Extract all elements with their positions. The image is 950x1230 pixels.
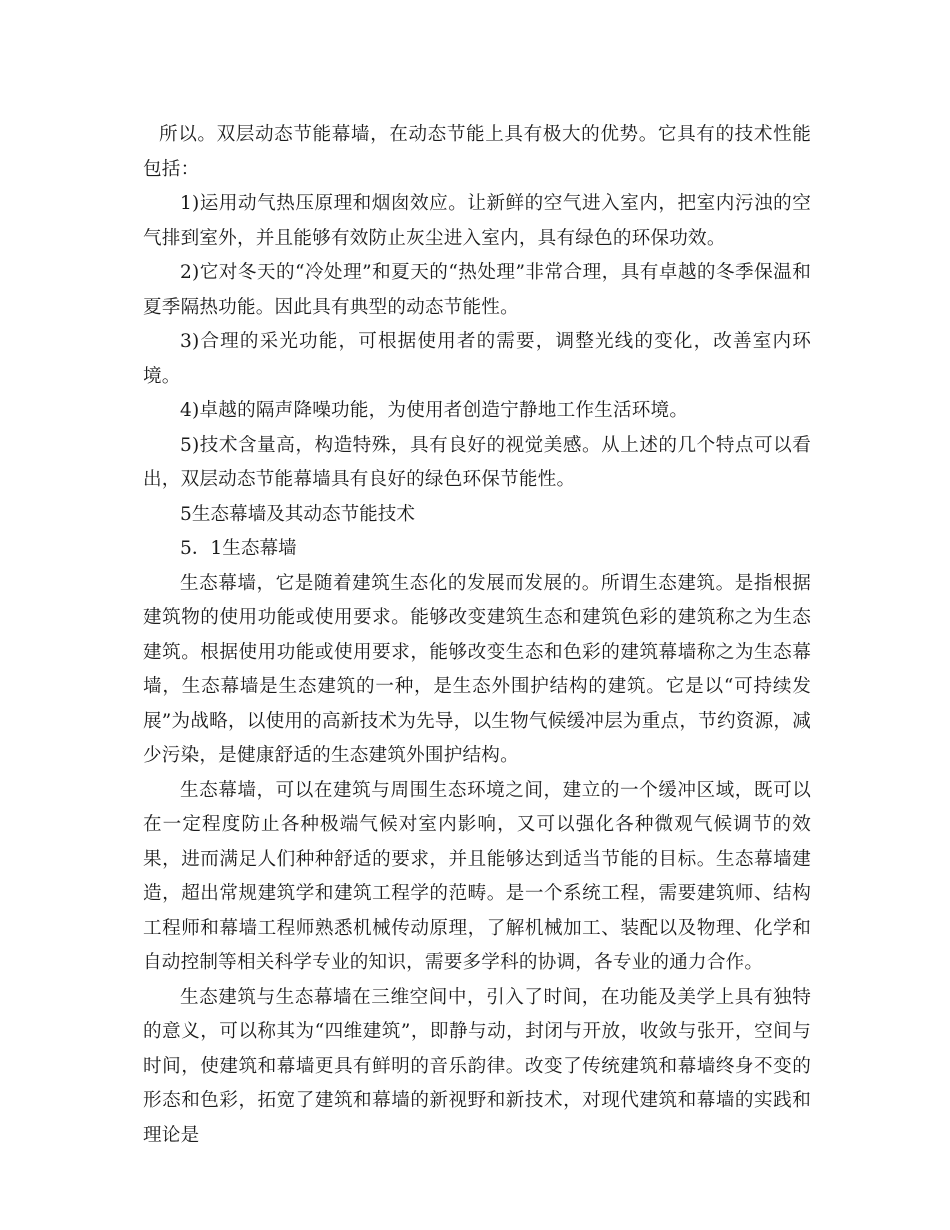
section-heading: 5生态幕墙及其动态节能技术 [180,503,415,525]
paragraph-item-1: 1)运用动气热压原理和烟囱效应。让新鲜的空气进入室内，把室内污浊的空气排到室外，并且能够有效防止灰尘进入室内，具有绿色的环保功效。 [143,193,811,249]
paragraph-eco-definition: 生态幕墙，它是随着建筑生态化的发展而发展的。所谓生态建筑。是指根据建筑物的使用功能或使用要求。能够改变建筑生态和建筑色彩的建筑称之为生态建筑。根据使用功能或使用要求，能够改变生态和色彩的建筑幕墙称之为生态幕墙，生态幕墙是生态建筑的一种，是生态外围护结构的建筑。它是以“可持续发展”为战略，以使用的高新技术为先导，以生物气候缓冲层为重点，节约资源，减少污染，是健康舒适的生态建筑外围护结构。 [143,572,811,766]
paragraph-item-2: 2)它对冬天的“冷处理”和夏天的“热处理”非常合理，具有卓越的冬季保温和夏季隔热功能。因此具有典型的动态节能性。 [143,262,811,318]
subsection-heading: 5．1生态幕墙 [180,538,297,559]
paragraph-four-dimension: 生态建筑与生态幕墙在三维空间中，引入了时间，在功能及美学上具有独特的意义，可以称其为“四维建筑”，即静与动，封闭与开放，收敛与张开，空间与时间，使建筑和幕墙更具有鲜明的音乐韵律。改变了传统建筑和幕墙终身不变的形态和色彩，拓宽了建筑和幕墙的新视野和新技术，对现代建筑和幕墙的实践和理论是 [143,986,811,1146]
paragraph-intro: 所以。双层动态节能幕墙，在动态节能上具有极大的优势。它具有的技术性能包括： [143,124,811,180]
paragraph-item-4: 4)卓越的隔声降噪功能，为使用者创造宁静地工作生活环境。 [180,400,689,421]
document-page [143,118,811,1153]
paragraph-item-5: 5)技术含量高，构造特殊，具有良好的视觉美感。从上述的几个特点可以看出，双层动态节能幕墙具有良好的绿色环保节能性。 [143,434,811,490]
paragraph-eco-buffer: 生态幕墙，可以在建筑与周围生态环境之间，建立的一个缓冲区域，既可以在一定程度防止各种极端气候对室内影响，又可以强化各种微观气候调节的效果，进而满足人们种种舒适的要求，并且能够达到适当节能的目标。生态幕墙建造，超出常规建筑学和建筑工程学的范畴。是一个系统工程，需要建筑师、结构工程师和幕墙工程师熟悉机械传动原理，了解机械加工、装配以及物理、化学和自动控制等相关科学专业的知识，需要多学科的协调，各专业的通力合作。 [143,779,811,973]
paragraph-item-3: 3)合理的采光功能，可根据使用者的需要，调整光线的变化，改善室内环境。 [143,331,811,387]
